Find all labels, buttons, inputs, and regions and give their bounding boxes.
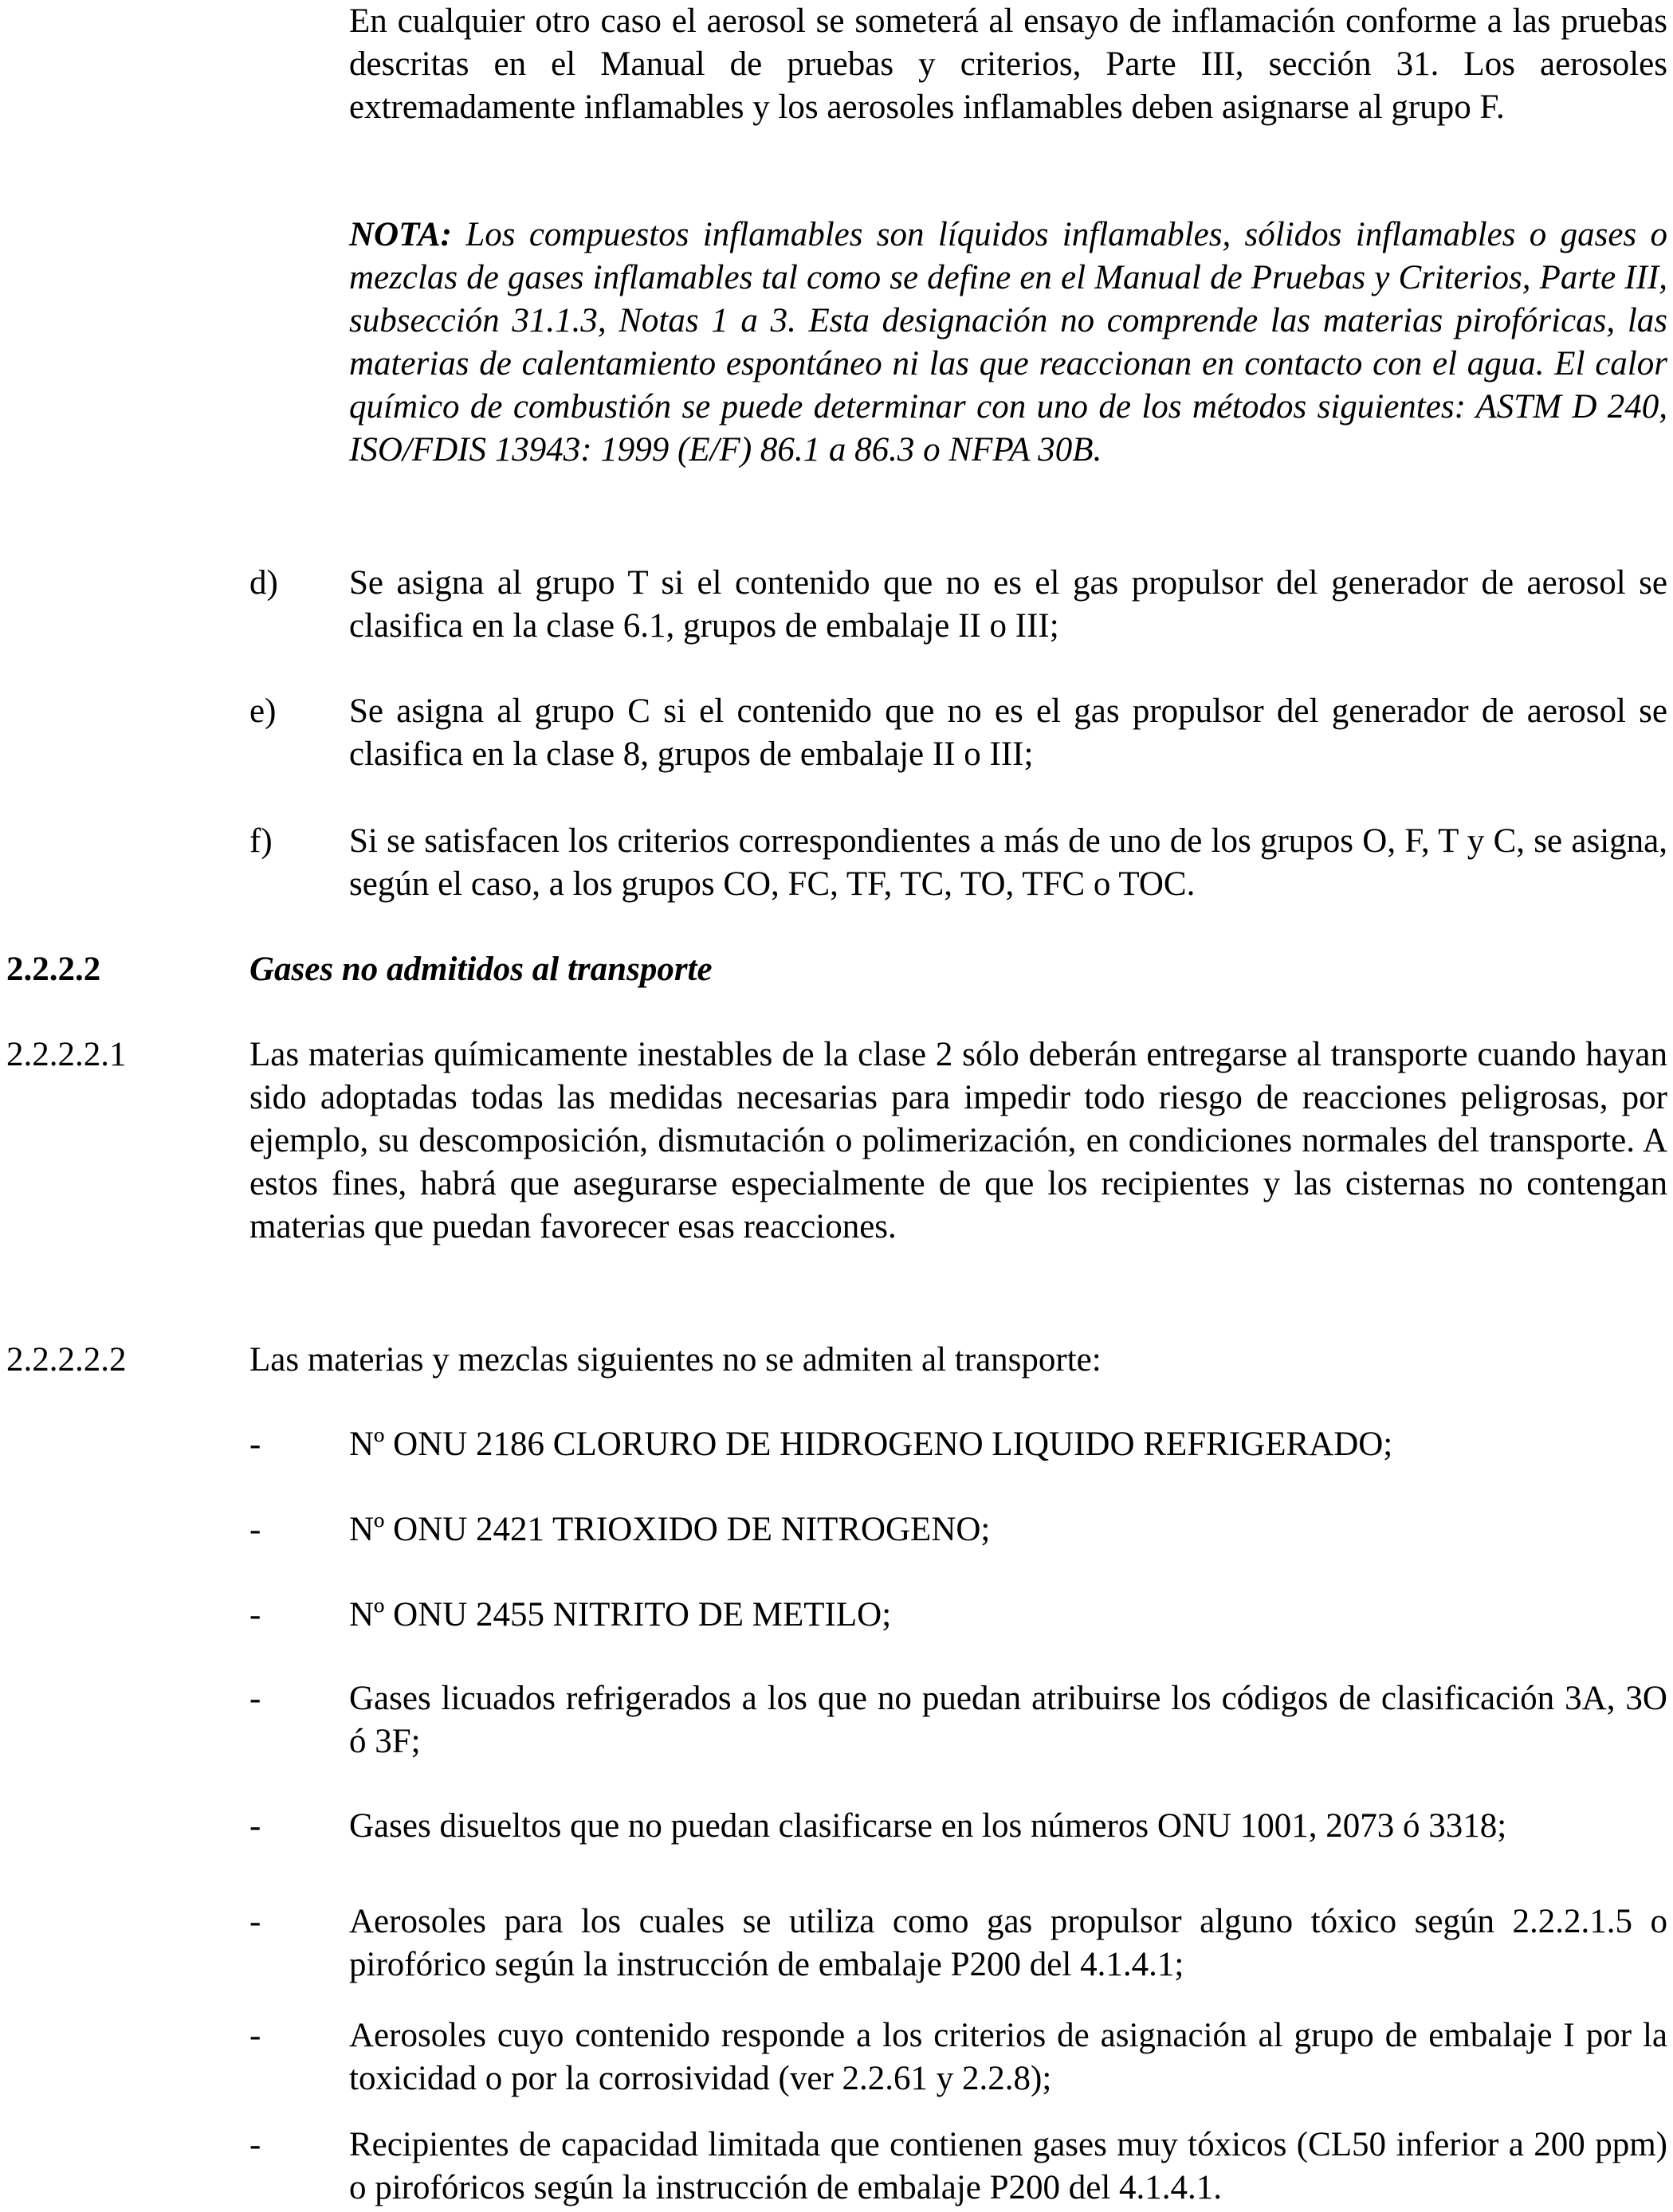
excluded-item: Gases disueltos que no puedan clasificarse en los números ONU 1001, 2073 ó 3318; <box>349 1807 1507 1845</box>
list-item-marker-d: d) <box>249 564 278 602</box>
excluded-item: Gases licuados refrigerados a los que no puedan atribuirse los códigos de clasificación 3A, 3O ó 3F; <box>349 1680 1667 1760</box>
list-item-marker-f: f) <box>249 822 273 860</box>
note-text: Los compuestos inflamables son líquidos inflamables, sólidos inflamables o gases o mezclas de gases inflamables tal como se define en el Manual de Pruebas y Criterios, Parte III, subsección 31.1.3, Notas 1 a 3. Esta designación no comprende las materias pirofóricas, las materias de calentamiento espontáneo ni las que reaccionan en contacto con el agua. El calor químico de combustión se puede determinar con uno de los métodos siguientes: ASTM D 240, ISO/FDIS 13943: 1999 (E/F) 86.1 a 86.3 o NFPA 30B. <box>349 216 1667 469</box>
list-item-marker-e: e) <box>249 692 277 730</box>
note-label: NOTA: <box>349 216 452 253</box>
excluded-item: Nº ONU 2186 CLORURO DE HIDROGENO LIQUIDO REFRIGERADO; <box>349 1426 1393 1463</box>
note-paragraph <box>349 214 1667 472</box>
dash-marker: - <box>249 1596 261 1634</box>
excluded-item: Nº ONU 2421 TRIOXIDO DE NITROGENO; <box>349 1511 991 1548</box>
list-item-text-f: Si se satisfacen los criterios correspondientes a más de uno de los grupos O, F, T y C, se asigna, según el caso, a los grupos CO, FC, TF, TC, TO, TFC o TOC. <box>349 822 1667 903</box>
dash-marker: - <box>249 1903 261 1940</box>
dash-marker: - <box>249 2017 261 2054</box>
section-title: Gases no admitidos al transporte <box>249 951 713 988</box>
excluded-item: Nº ONU 2455 NITRITO DE METILO; <box>349 1596 892 1634</box>
subsection-number-1: 2.2.2.2.1 <box>6 1036 127 1073</box>
dash-marker: - <box>249 1807 261 1845</box>
list-item-text-d: Se asigna al grupo T si el contenido que no es el gas propulsor del generador de aerosol se clasifica en la clase 6.1, grupos de embalaje II o III; <box>349 564 1667 645</box>
subsection-number-2: 2.2.2.2.2 <box>6 1341 127 1379</box>
excluded-item: Aerosoles cuyo contenido responde a los criterios de asignación al grupo de embalaje I por la toxicidad o por la corrosividad (ver 2.2.61 y 2.2.8); <box>349 2017 1667 2097</box>
dash-marker: - <box>249 1426 261 1463</box>
dash-marker: - <box>249 2126 261 2163</box>
subsection-text-2: Las materias y mezclas siguientes no se admiten al transporte: <box>249 1341 1102 1379</box>
subsection-text-1: Las materias químicamente inestables de la clase 2 sólo deberán entregarse al transporte cuando hayan sido adoptadas todas las medidas necesarias para impedir todo riesgo de reacciones peligrosas, por ejemplo, su descomposición, dismutación o polimerización, en condiciones normales del transporte. A estos fines, habrá que asegurarse especialmente de que los recipientes y las cisternas no contengan materias que puedan favorecer esas reacciones. <box>249 1036 1667 1245</box>
excluded-item: Aerosoles para los cuales se utiliza como gas propulsor alguno tóxico según 2.2.2.1.5 o pirofórico según la instrucción de embalaje P200 del 4.1.4.1; <box>349 1903 1667 1983</box>
dash-marker: - <box>249 1511 261 1548</box>
list-item-text-e: Se asigna al grupo C si el contenido que no es el gas propulsor del generador de aerosol se clasifica en la clase 8, grupos de embalaje II o III; <box>349 692 1667 773</box>
intro-paragraph: En cualquier otro caso el aerosol se someterá al ensayo de inflamación conforme a las pruebas descritas en el Manual de pruebas y criterios, Parte III, sección 31. Los aerosoles extremadamente inflamables y los aerosoles inflamables deben asignarse al grupo F. <box>349 2 1667 126</box>
excluded-item: Recipientes de capacidad limitada que contienen gases muy tóxicos (CL50 inferior a 200 ppm) o pirofóricos según la instrucción de embalaje P200 del 4.1.4.1. <box>349 2126 1667 2206</box>
dash-marker: - <box>249 1680 261 1717</box>
section-number: 2.2.2.2 <box>6 951 101 988</box>
